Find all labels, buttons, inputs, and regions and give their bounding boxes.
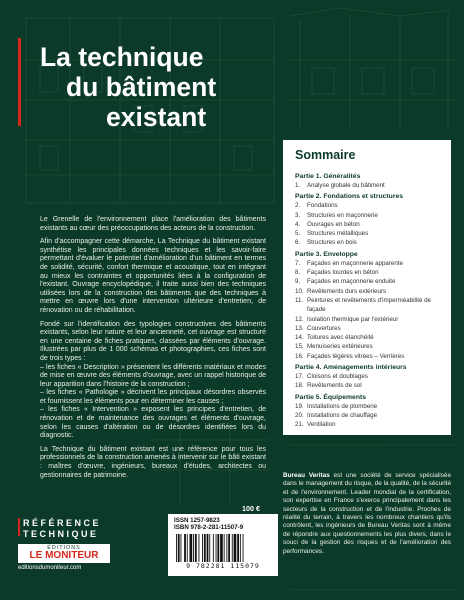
barcode-box xyxy=(168,514,278,576)
toc-item-number: 15. xyxy=(295,343,304,351)
toc-item-number: 19. xyxy=(295,402,304,410)
publisher-url: editionsdumoniteur.com xyxy=(18,565,82,571)
editions-label: ÉDITIONS xyxy=(47,545,81,551)
price-label: 100 € xyxy=(242,504,260,513)
toc-part-title: Partie 5. Équipements xyxy=(295,393,367,401)
toc-item-label: Cloisons et doublages xyxy=(307,373,368,381)
toc-item-number: 1. xyxy=(295,182,301,189)
title-line-2: du bâtiment xyxy=(66,72,217,102)
toc-item-label: Installations de plomberie xyxy=(307,402,378,410)
toc-item xyxy=(295,296,441,315)
toc-item xyxy=(295,420,441,429)
toc-item-number: 21. xyxy=(295,421,304,429)
book-title xyxy=(40,42,260,132)
toc-item-label: Façades en maçonnerie enduite xyxy=(307,278,396,286)
toc-item xyxy=(295,372,441,381)
title-accent-bar xyxy=(18,38,21,126)
toc-item-label: Peintures et revêtements d'imperméabilité de façade xyxy=(307,296,431,314)
collection-line-1: RÉFÉRENCE xyxy=(23,518,102,528)
description-paragraph: Le Grenelle de l'environnement place l'amélioration des bâtiments existants au cœur des préoccupations des acteurs de la construction. xyxy=(40,216,266,232)
toc-item-label: Installations de chauffage xyxy=(307,411,378,419)
toc-item-number: 9. xyxy=(295,278,301,286)
toc-item-label: Ventilation xyxy=(307,421,336,429)
toc-item xyxy=(295,342,441,351)
toc-item-label: Façades en maçonnerie apparente xyxy=(307,259,403,267)
toc-item-number: 20. xyxy=(295,411,304,419)
collection-line-2: TECHNIQUE xyxy=(23,529,99,539)
toc-item-label: Revêtements de sol xyxy=(307,382,362,390)
toc-item-number: 6. xyxy=(295,239,301,247)
toc-item-number: 17. xyxy=(295,373,304,381)
toc-item xyxy=(295,238,441,247)
description-paragraph: Afin d'accompagner cette démarche, La Technique du bâtiment existant synthétise les principales données techniques et les savoir-faire permettant d'évaluer le potentiel d'amélioration d'un bâtiment en termes de solidité, sécurité, confort thermique et acoustique, tout en intégrant au mieux les contraintes et opportunités liées à la configuration de l'existant. Ouvrage encyclopédique, il traite aussi bien des techniques utilisées lors de la construction des bâtiments que des techniques à mettre en œuvre lors d'une intervention ultérieure d'entretien, de rénovation ou de réhabilitation. xyxy=(40,238,266,314)
toc-item xyxy=(295,352,441,361)
title-line-3: existant xyxy=(106,102,207,132)
toc-item-number: 3. xyxy=(295,211,301,219)
collection-accent-bar xyxy=(18,518,20,536)
barcode-digits: 9 782281 115079 xyxy=(186,561,260,570)
toc-item-number: 8. xyxy=(295,269,301,277)
table-of-contents-panel xyxy=(283,140,451,435)
toc-item-number: 13. xyxy=(295,324,304,332)
toc-item-number: 11. xyxy=(295,296,304,304)
toc-item-label: Fondations xyxy=(307,202,338,210)
toc-item-label: Toitures avec étanchéité xyxy=(307,334,374,342)
toc-item xyxy=(295,201,441,210)
toc-item-number: 2. xyxy=(295,202,301,210)
toc-item-number: 7. xyxy=(295,259,301,267)
toc-part-title: Partie 3. Enveloppe xyxy=(295,250,358,258)
toc-item xyxy=(295,402,441,411)
toc-item-number: 5. xyxy=(295,230,301,238)
toc-part-title: Partie 4. Aménagements intérieurs xyxy=(295,364,407,372)
le-moniteur-logo xyxy=(18,544,110,563)
toc-item xyxy=(295,324,441,333)
toc-item xyxy=(295,220,441,229)
toc-item-number: 16. xyxy=(295,352,304,360)
toc-parts xyxy=(295,173,441,430)
toc-item-label: Structures en maçonnerie xyxy=(307,211,378,219)
toc-item xyxy=(295,333,441,342)
description-paragraph: – les fiches « Description » présentent les différents matériaux et modes de mise en œuvre des éléments d'ouvrage, avec un rappel historique de leur apparition dans l'histoire de la construction ; xyxy=(40,363,266,388)
issn-label: ISSN 1257-9823 xyxy=(174,517,220,524)
toc-item-label: Ouvrages en béton xyxy=(307,220,360,228)
brand-label: LE MONITEUR xyxy=(29,550,99,561)
toc-item-number: 12. xyxy=(295,315,304,323)
description-paragraph: – les fiches « Intervention » exposent les principes d'entretien, de rénovation et de maintenance des ouvrages et éléments d'ouvrage, selon les causes d'altération ou de désordres identifiées lors du diagnostic. xyxy=(40,406,266,440)
toc-item-label: Façades lourdes en béton xyxy=(307,269,379,277)
toc-item-label: Menuiseries extérieures xyxy=(307,343,373,351)
toc-item xyxy=(295,277,441,286)
description-paragraph: Fondé sur l'identification des typologies constructives des bâtiments existants, selon leur nature et leur ancienneté, cet ouvrage est structuré en une centaine de fiches pratiques, classées par éléments d'ouvrage. Illustrées par plus de 1 000 schémas et photographies, ces fiches sont de trois types : xyxy=(40,320,266,362)
toc-item xyxy=(295,181,441,190)
publisher-logo xyxy=(18,518,138,571)
toc-item-number: 4. xyxy=(295,220,301,228)
toc-item-label: Façades légères vitrées – Verrières xyxy=(307,352,405,360)
toc-item xyxy=(295,315,441,324)
isbn-label: ISBN 978-2-281-11507-9 xyxy=(174,524,244,532)
collection-name xyxy=(18,518,138,540)
back-cover-description xyxy=(40,216,266,485)
toc-item-number: 18. xyxy=(295,382,304,390)
toc-item-label: Analyse globale du bâtiment xyxy=(307,182,385,189)
title-line-1: La technique xyxy=(40,42,204,72)
toc-item-label: Isolation thermique par l'extérieur xyxy=(307,315,399,323)
toc-item xyxy=(295,411,441,420)
toc-item xyxy=(295,211,441,220)
sommaire-heading: Sommaire xyxy=(295,148,356,162)
description-paragraph: – les fiches « Pathologie » décrivent les principaux désordres observés et fournissent les éléments pour en déterminer les causes ; xyxy=(40,389,266,405)
barcode-icon xyxy=(174,534,272,562)
toc-item-number: 10. xyxy=(295,287,304,295)
toc-item-number: 14. xyxy=(295,334,304,342)
toc-item xyxy=(295,259,441,268)
bureau-veritas-blurb xyxy=(283,472,451,556)
toc-item xyxy=(295,268,441,277)
toc-item xyxy=(295,381,441,390)
toc-item-label: Structures métalliques xyxy=(307,230,369,238)
bureau-veritas-text: est une société de service spécialisée dans le management du risque, de la qualité, de la sécurité et de l'environnement. Leader mondial de la certification, son expertise en France s'exerce principalement dans les secteurs de la construction et de l'industrie. Proches de réalité du terrain, à travers les nombreux chantiers qu'ils contrôlent, les ingénieurs de Bureau Veritas sont à même de répondre aux questionnements les plus divers, dans le souci de la gestion des risques et de l'amélioration des performances. xyxy=(283,472,451,555)
toc-item-label: Couvertures xyxy=(307,324,341,332)
toc-item-label: Revêtements durs extérieurs xyxy=(307,287,387,295)
bureau-veritas-name: Bureau Veritas xyxy=(283,472,330,479)
toc-item-label: Structures en bois xyxy=(307,239,357,247)
toc-part-title: Partie 1. Généralités xyxy=(295,173,361,180)
toc-part-title: Partie 2. Fondations et structures xyxy=(295,193,404,201)
toc-item xyxy=(295,287,441,296)
description-paragraph: La Technique du bâtiment existant est une référence pour tous les professionnels de la construction amenés à intervenir sur le bâti existant : maîtres d'œuvre, ingénieurs, bureaux d'études, architectes ou gestionnaires de patrimoine. xyxy=(40,445,266,479)
toc-item xyxy=(295,229,441,238)
